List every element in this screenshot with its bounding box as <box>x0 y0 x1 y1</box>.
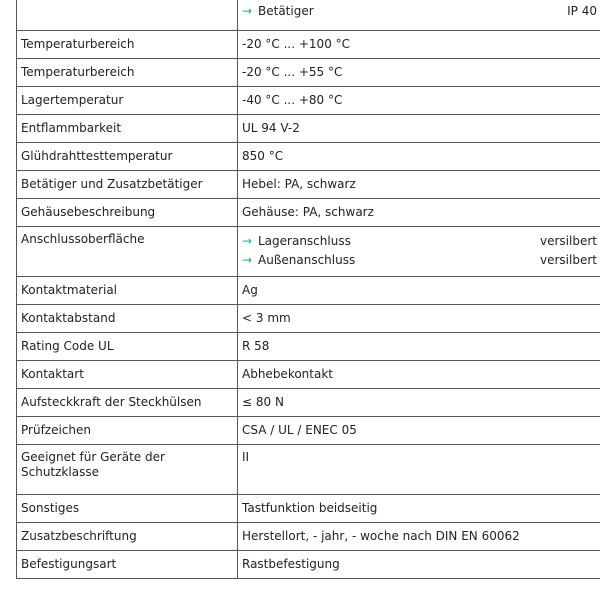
row-value: Tastfunktion beidseitig <box>238 495 600 523</box>
row-value: -20 °C ... +100 °C <box>238 31 600 59</box>
spec-table <box>16 0 600 579</box>
row-label: Prüfzeichen <box>17 417 238 445</box>
table-row <box>17 445 600 495</box>
sub-item-value: IP 40 <box>567 4 597 18</box>
table-row <box>17 0 600 31</box>
table-row <box>17 31 600 59</box>
row-value: UL 94 V-2 <box>238 115 600 143</box>
row-label: Anschlussoberfläche <box>17 227 238 277</box>
row-value: Herstellort, - jahr, - woche nach DIN EN 60062 <box>238 523 600 551</box>
row-label: Geeignet für Geräte der Schutzklasse <box>17 445 238 495</box>
sub-item-name: Betätiger <box>258 4 314 18</box>
table-row <box>17 417 600 445</box>
row-label: Kontaktmaterial <box>17 277 238 305</box>
row-label: Temperaturbereich <box>17 59 238 87</box>
row-value: CSA / UL / ENEC 05 <box>238 417 600 445</box>
table-row <box>17 523 600 551</box>
table-row <box>17 551 600 579</box>
arrow-right-icon: → <box>242 4 253 18</box>
row-value: Hebel: PA, schwarz <box>238 171 600 199</box>
row-label: Rating Code UL <box>17 333 238 361</box>
row-label: Kontaktart <box>17 361 238 389</box>
row-value: Gehäuse: PA, schwarz <box>238 199 600 227</box>
sub-item-value: versilbert <box>540 253 597 267</box>
row-value: II <box>238 445 600 495</box>
table-row <box>17 277 600 305</box>
table-row <box>17 495 600 523</box>
sub-item-value: versilbert <box>540 234 597 248</box>
sub-item <box>242 251 597 270</box>
row-label: Entflammbarkeit <box>17 115 238 143</box>
row-label: Zusatzbeschriftung <box>17 523 238 551</box>
row-value: Ag <box>238 277 600 305</box>
table-row <box>17 389 600 417</box>
row-label: Kontaktabstand <box>17 305 238 333</box>
sub-item-name: Lageranschluss <box>258 234 351 248</box>
table-row <box>17 361 600 389</box>
table-row <box>17 143 600 171</box>
table-row <box>17 115 600 143</box>
table-row <box>17 199 600 227</box>
row-value: ≤ 80 N <box>238 389 600 417</box>
row-label <box>17 0 238 31</box>
table-row <box>17 305 600 333</box>
row-value: 850 °C <box>238 143 600 171</box>
row-value: < 3 mm <box>238 305 600 333</box>
row-value: Abhebekontakt <box>238 361 600 389</box>
row-label: Befestigungsart <box>17 551 238 579</box>
row-value: -20 °C ... +55 °C <box>238 59 600 87</box>
row-label: Aufsteckkraft der Steckhülsen <box>17 389 238 417</box>
row-label: Sonstiges <box>17 495 238 523</box>
row-value: Rastbefestigung <box>238 551 600 579</box>
sub-item <box>242 2 597 21</box>
row-value <box>238 227 600 277</box>
table-row <box>17 171 600 199</box>
row-label: Glühdrahttesttemperatur <box>17 143 238 171</box>
table-row <box>17 227 600 277</box>
sub-item <box>242 232 597 251</box>
row-value: -40 °C ... +80 °C <box>238 87 600 115</box>
row-value: R 58 <box>238 333 600 361</box>
arrow-right-icon: → <box>242 234 253 248</box>
table-row <box>17 59 600 87</box>
arrow-right-icon: → <box>242 253 253 267</box>
row-label: Gehäusebeschreibung <box>17 199 238 227</box>
table-row <box>17 87 600 115</box>
row-value <box>238 0 600 31</box>
row-label: Lagertemperatur <box>17 87 238 115</box>
sub-item-name: Außenanschluss <box>258 253 356 267</box>
row-label: Temperaturbereich <box>17 31 238 59</box>
row-label: Betätiger und Zusatzbetätiger <box>17 171 238 199</box>
table-row <box>17 333 600 361</box>
